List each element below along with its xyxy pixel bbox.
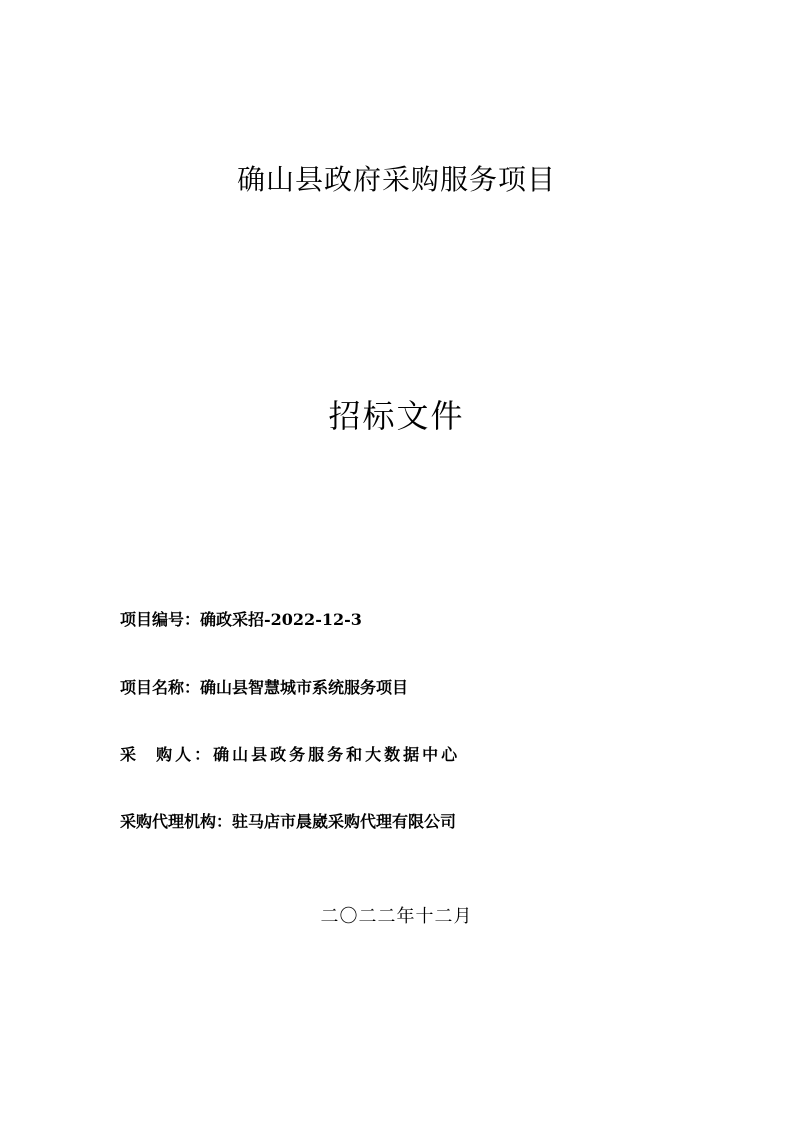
purchaser-label: 采 购人： bbox=[120, 745, 214, 764]
document-type-heading: 招标文件 bbox=[328, 397, 465, 435]
project-name-value: 确山县智慧城市系统服务项目 bbox=[200, 678, 409, 697]
purchaser-value: 确山县政务服务和大数据中心 bbox=[213, 745, 461, 764]
project-name-label: 项目名称： bbox=[120, 678, 201, 697]
page-title: 确山县政府采购服务项目 bbox=[236, 163, 556, 196]
project-number-line bbox=[120, 608, 362, 632]
agency-line bbox=[120, 810, 456, 834]
issue-date: 二〇二二年十二月 bbox=[320, 906, 473, 927]
agency-label: 采购代理机构： bbox=[120, 812, 233, 831]
project-number-value: 确政采招-2022-12-3 bbox=[200, 610, 362, 629]
project-name-line bbox=[120, 676, 408, 700]
project-number-label: 项目编号： bbox=[120, 610, 201, 629]
purchaser-line bbox=[120, 743, 460, 767]
agency-value: 驻马店市晨崴采购代理有限公司 bbox=[232, 812, 457, 831]
